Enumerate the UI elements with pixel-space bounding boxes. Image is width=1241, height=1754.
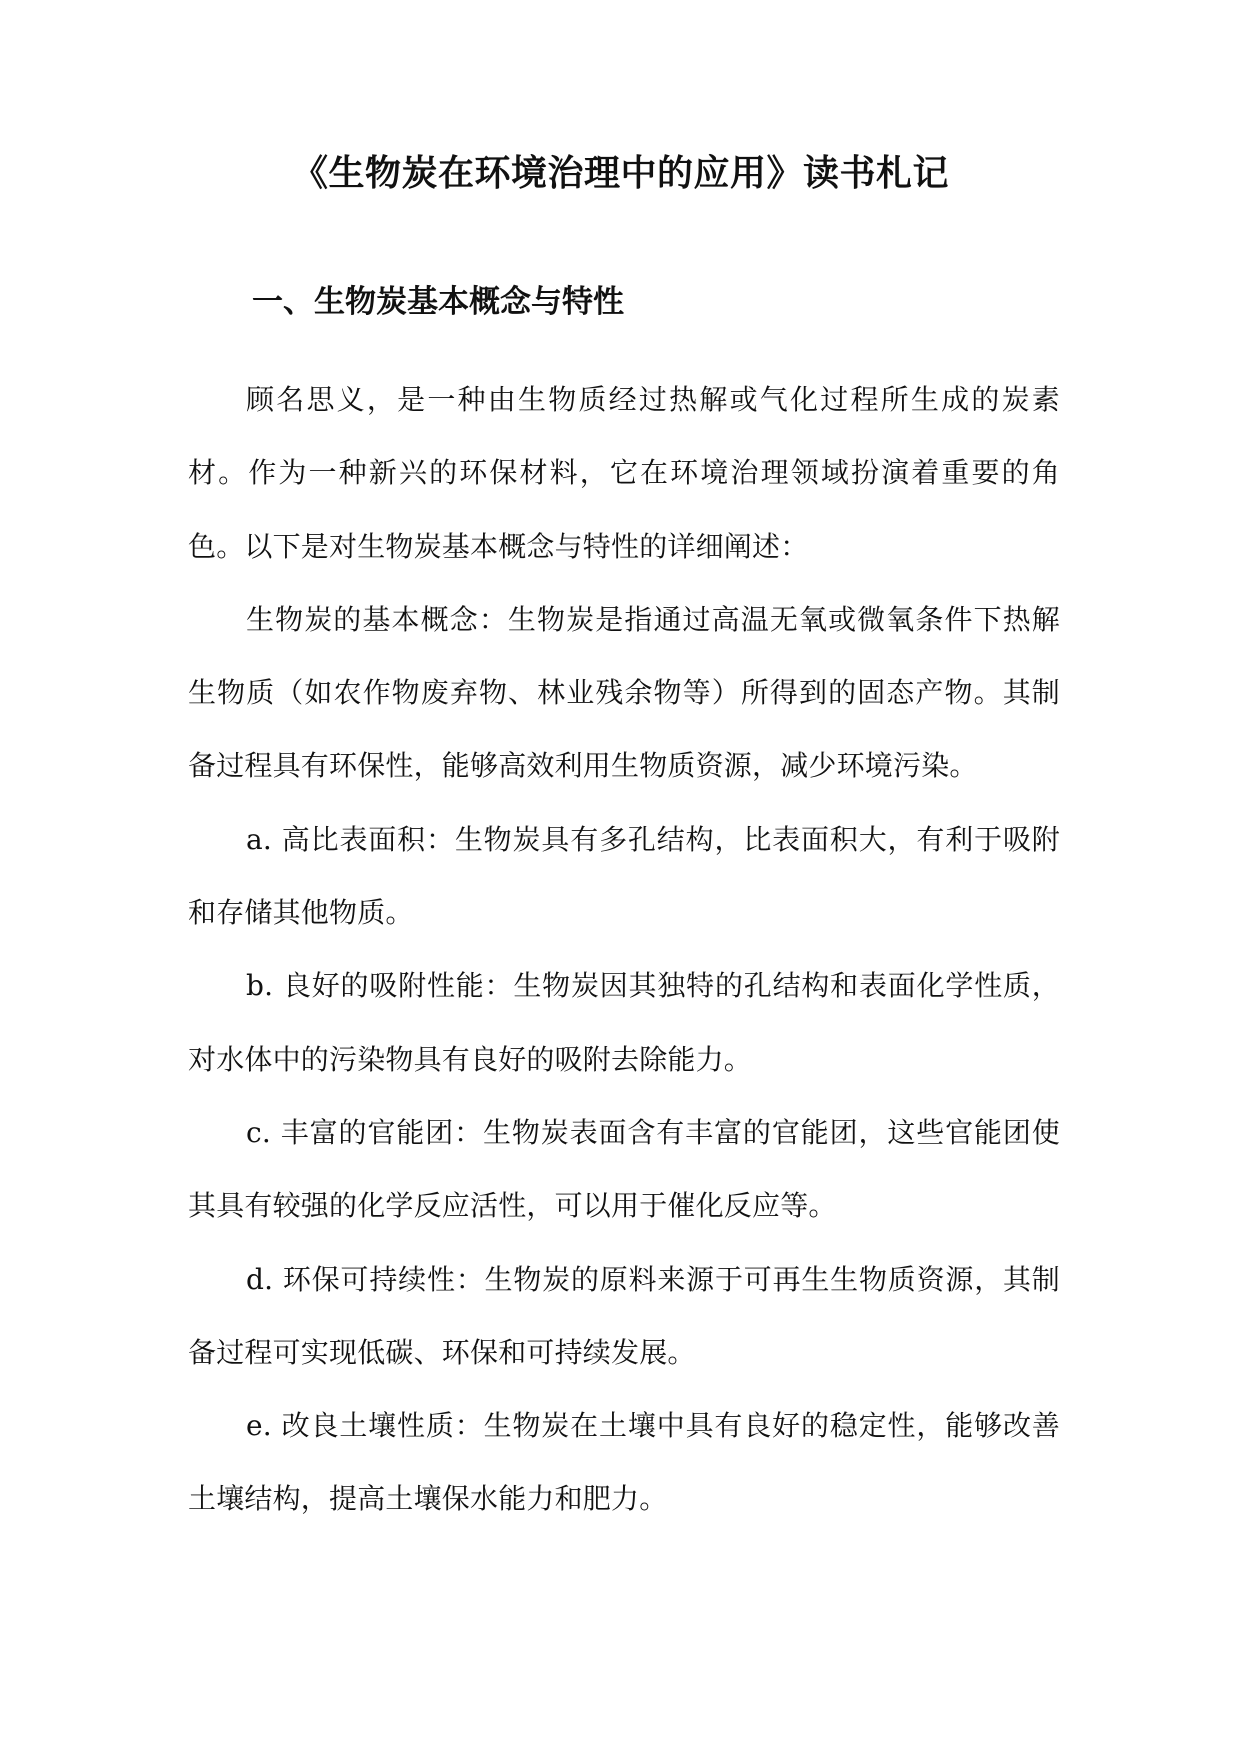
section-heading: 一、生物炭基本概念与特性 xyxy=(252,284,624,320)
paragraph-item-d: d. 环保可持续性：生物炭的原料来源于可再生生物质资源，其制备过程可实现低碳、环保和可持续发展。 xyxy=(188,1262,1060,1369)
paragraph-item-e: e. 改良土壤性质：生物炭在土壤中具有良好的稳定性，能够改善土壤结构，提高土壤保水能力和肥力。 xyxy=(188,1409,1060,1516)
paragraph-item-a: a. 高比表面积：生物炭具有多孔结构，比表面积大，有利于吸附和存储其他物质。 xyxy=(188,822,1060,930)
paragraph-intro: 顾名思义，是一种由生物质经过热解或气化过程所生成的炭素材。作为一种新兴的环保材料，它在环境治理领域扮演着重要的角色。以下是对生物炭基本概念与特性的详细阐述： xyxy=(188,383,1060,563)
paragraph-item-c: c. 丰富的官能团：生物炭表面含有丰富的官能团，这些官能团使其具有较强的化学反应活性，可以用于催化反应等。 xyxy=(188,1115,1060,1223)
document-title: 《生物炭在环境治理中的应用》读书札记 xyxy=(291,153,949,194)
paragraph-item-b: b. 良好的吸附性能：生物炭因其独特的孔结构和表面化学性质，对水体中的污染物具有良好的吸附去除能力。 xyxy=(188,969,1060,1076)
paragraph-concept: 生物炭的基本概念：生物炭是指通过高温无氧或微氧条件下热解生物质（如农作物废弃物、林业残余物等）所得到的固态产物。其制备过程具有环保性，能够高效利用生物质资源，减少环境污染。 xyxy=(188,602,1060,783)
section-body xyxy=(188,363,1060,1536)
